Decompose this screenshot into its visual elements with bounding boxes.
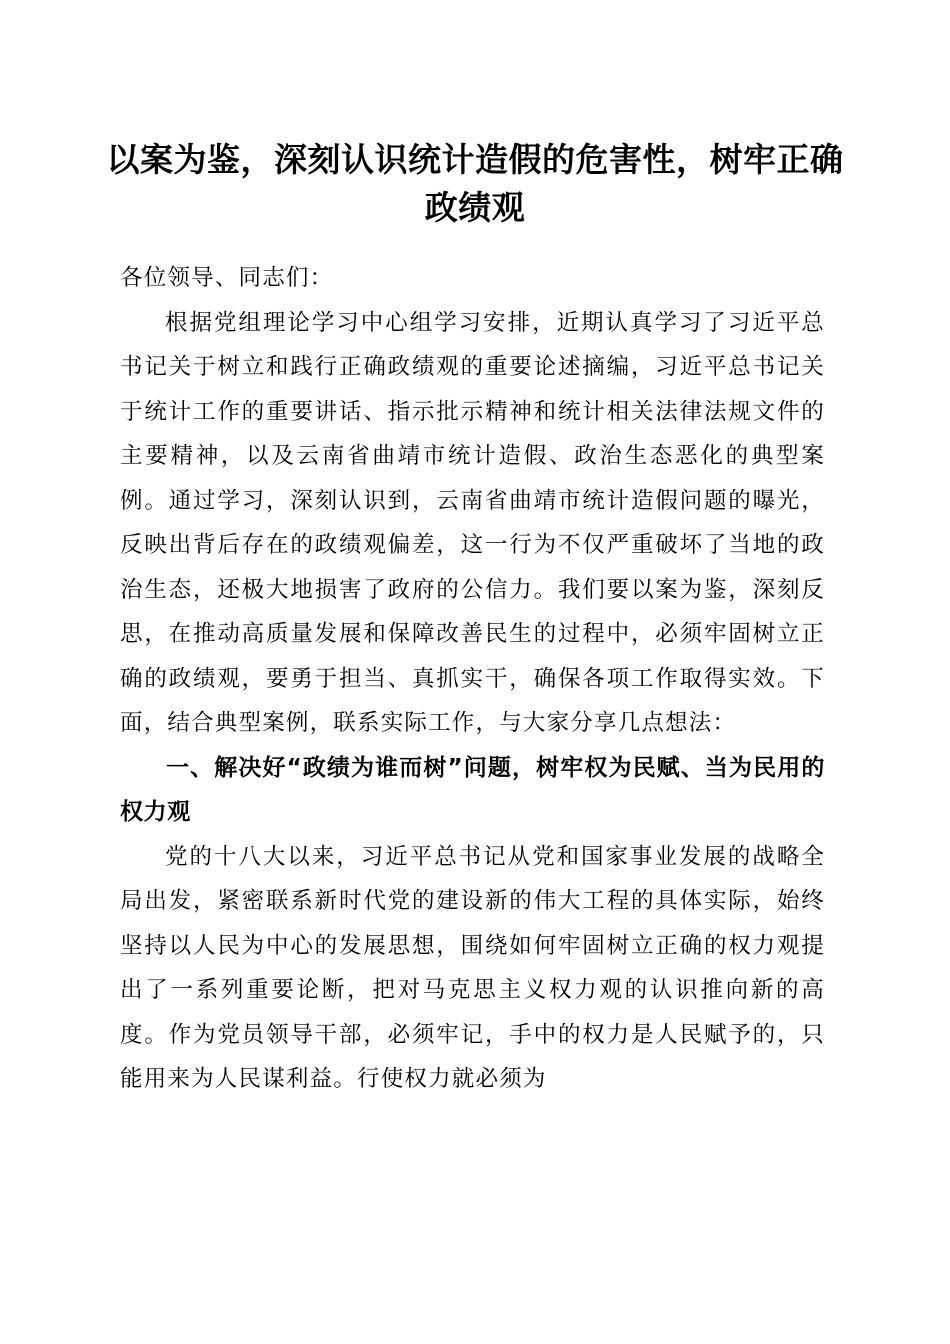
document-title: 以案为鉴，深刻认识统计造假的危害性，树牢正确政绩观	[106, 140, 844, 227]
paragraph-section-1: 党的十八大以来，习近平总书记从党和国家事业发展的战略全局出发，紧密联系新时代党的建设新的伟大工程的具体实际，始终坚持以人民为中心的发展思想，围绕如何牢固树立正确的权力观提出了一系列重要论断，把对马克思主义权力观的认识推向新的高度。作为党员领导干部，必须牢记，手中的权力是人民赋予的，只能用来为人民谋利益。行使权力就必须为	[120, 843, 825, 1092]
paragraph-intro: 根据党组理论学习中心组学习安排，近期认真学习了习近平总书记关于树立和践行正确政绩观的重要论述摘编，习近平总书记关于统计工作的重要讲话、指示批示精神和统计相关法律法规文件的主要精神，以及云南省曲靖市统计造假、政治生态恶化的典型案例。通过学习，深刻认识到，云南省曲靖市统计造假问题的曝光，反映出背后存在的政绩观偏差，这一行为不仅严重破坏了当地的政治生态，还极大地损害了政府的公信力。我们要以案为鉴，深刻反思，在推动高质量发展和保障改善民生的过程中，必须牢固树立正确的政绩观，要勇于担当、真抓实干，确保各项工作取得实效。下面，结合典型案例，联系实际工作，与大家分享几点想法：	[120, 309, 825, 736]
section-heading-1: 一、解决好“政绩为谁而树”问题，树牢权为民赋、当为民用的权力观	[120, 754, 825, 825]
document-body	[120, 256, 825, 1102]
salutation: 各位领导、同志们：	[120, 265, 334, 291]
